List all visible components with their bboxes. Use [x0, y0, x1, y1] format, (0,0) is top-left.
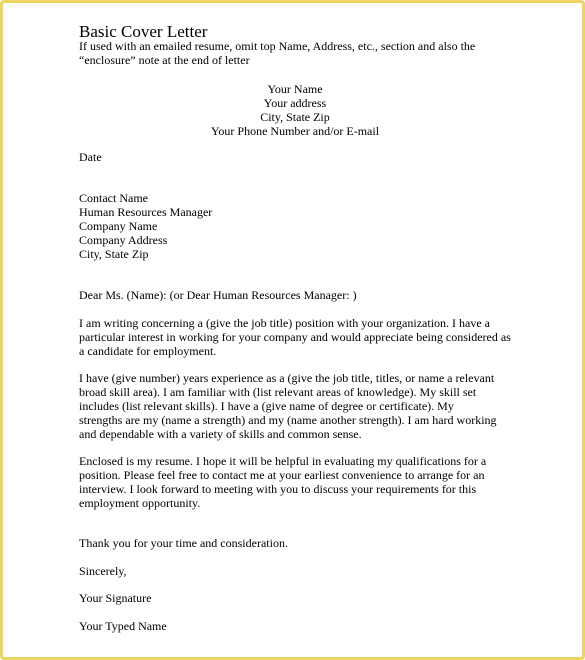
- paragraph-line: strengths are my (name a strength) and my (name another strength). I am hard working: [79, 413, 497, 427]
- usage-note: [79, 39, 475, 67]
- salutation: [79, 288, 357, 302]
- paragraph-line: position. Please feel free to contact me at your earliest convenience to arrange for an: [79, 468, 485, 482]
- letter-date: [79, 150, 102, 164]
- sender-name: Your Name: [267, 82, 323, 96]
- paragraph-line: a candidate for employment.: [79, 344, 217, 358]
- typed-name: [79, 619, 167, 633]
- recipient-address-block: [79, 191, 212, 261]
- signature-text: Your Signature: [79, 591, 152, 605]
- paragraph-line: broad skill area). I am familiar with (list relevant areas of knowledge). My skill set: [79, 385, 477, 399]
- paragraph-line: Enclosed is my resume. I hope it will be helpful in evaluating my qualifications for a: [79, 454, 487, 468]
- paragraph-line: employment opportunity.: [79, 496, 201, 510]
- paragraph-line: particular interest in working for your company and would appreciate being considered as: [79, 330, 511, 344]
- cover-letter-document: [79, 22, 529, 633]
- recipient-title: Human Resources Manager: [79, 205, 213, 219]
- paragraph-line: I have (give number) years experience as a (give the job title, titles, or name a relevant: [79, 371, 495, 385]
- recipient-company: Company Name: [79, 219, 158, 233]
- body-paragraph-1: [79, 316, 511, 358]
- paragraph-line: includes (list relevant skills). I have a (give name of degree or certificate). My: [79, 399, 454, 413]
- thanks-text: Thank you for your time and consideration.: [79, 536, 288, 550]
- sender-address: Your address: [263, 96, 327, 110]
- thank-you-line: [79, 536, 288, 550]
- document-title: Basic Cover Letter: [79, 22, 208, 41]
- sender-contact: Your Phone Number and/or E-mail: [210, 124, 380, 138]
- body-paragraph-3: [79, 454, 486, 510]
- body-paragraph-2: [79, 371, 497, 441]
- recipient-city-state-zip: City, State Zip: [79, 247, 149, 261]
- sender-city-state-zip: City, State Zip: [260, 110, 330, 124]
- paragraph-line: and dependable with a variety of skills and common sense.: [79, 427, 362, 441]
- paragraph-line: I am writing concerning a (give the job title) position with your organization. I have a: [79, 316, 490, 330]
- usage-note-line: If used with an emailed resume, omit top Name, Address, etc., section and also the: [79, 39, 476, 53]
- date-text: Date: [79, 150, 102, 164]
- recipient-contact-name: Contact Name: [79, 191, 148, 205]
- recipient-company-address: Company Address: [79, 233, 168, 247]
- paragraph-line: interview. I look forward to meeting with you to discuss your requirements for this: [79, 482, 477, 496]
- sender-address-block: [79, 82, 511, 138]
- closing: [79, 564, 127, 578]
- signature: [79, 591, 151, 605]
- salutation-text: Dear Ms. (Name): (or Dear Human Resources Manager: ): [79, 288, 357, 302]
- typed-name-text: Your Typed Name: [79, 619, 167, 633]
- closing-text: Sincerely,: [79, 564, 127, 578]
- usage-note-line: “enclosure” note at the end of letter: [79, 53, 250, 67]
